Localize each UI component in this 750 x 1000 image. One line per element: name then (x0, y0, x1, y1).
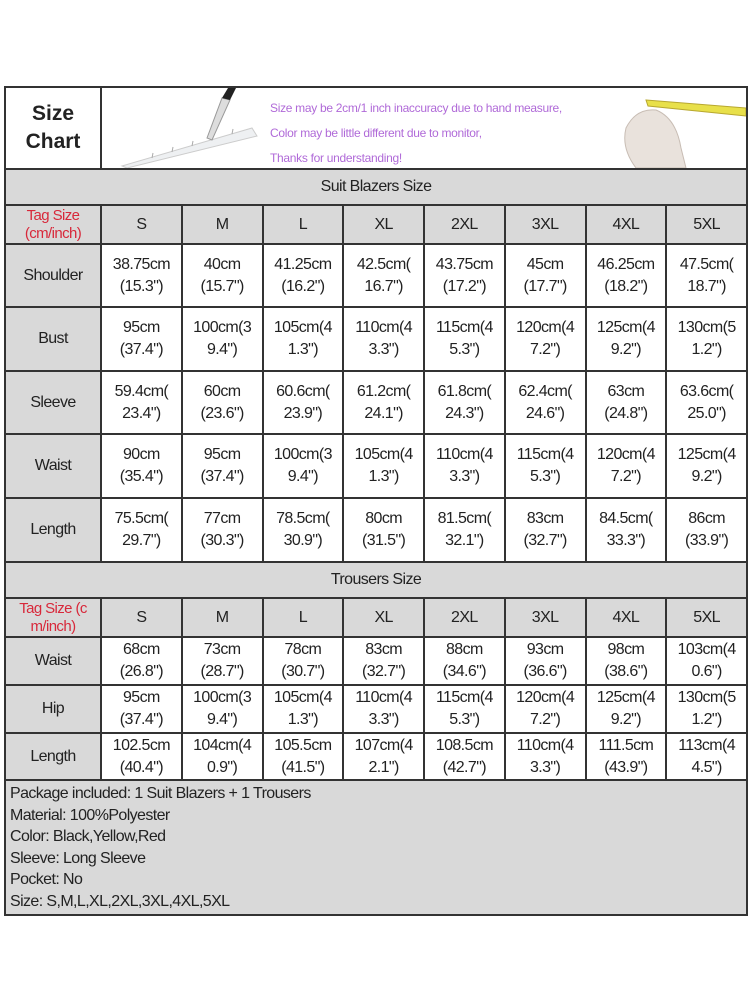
cell-line: 110cm(4 (355, 689, 413, 706)
cell-line: 0.6") (691, 663, 722, 680)
measurement-cell (263, 498, 344, 562)
measurement-cell (343, 637, 424, 685)
size-header-M: M (182, 598, 263, 637)
size-header-3XL: 3XL (505, 205, 586, 244)
cell-line: 30.9") (283, 532, 323, 549)
size-header-XL: XL (343, 205, 424, 244)
cell-line: 5.3") (529, 468, 561, 485)
cell-line: 7.2") (529, 341, 561, 358)
cell-line: 104cm(4 (193, 736, 252, 754)
measurement-cell (666, 244, 747, 307)
cell-line: 29.7") (122, 532, 161, 549)
cell-line: 110cm(4 (516, 736, 574, 754)
tag-size-label (5, 598, 101, 637)
cell-line: 111.5cm (598, 736, 654, 754)
measurement-cell (182, 498, 263, 562)
cell-line: 1.3") (287, 341, 318, 358)
measurement-cell (101, 371, 182, 434)
cell-line: 9.4") (206, 711, 238, 728)
size-chart-table (4, 86, 748, 916)
measurement-label: Bust (5, 307, 101, 371)
cell-line: 24.1") (364, 404, 403, 422)
cell-line: 25.0") (687, 404, 726, 422)
cell-line: 125cm(4 (677, 446, 736, 463)
cell-line: 105cm(4 (273, 319, 332, 336)
measurement-cell (101, 307, 182, 371)
trousers-section-title: Trousers Size (5, 562, 747, 598)
size-header-5XL: 5XL (666, 205, 747, 244)
measurement-cell (666, 733, 747, 780)
cell-line: 120cm(4 (516, 689, 575, 706)
cell-line: (42.7") (442, 758, 487, 776)
measurement-label: Length (5, 498, 101, 562)
cell-line: 105.5cm (274, 736, 332, 754)
cell-line: (18.2") (604, 277, 648, 295)
detail-line: Sleeve: Long Sleeve (10, 849, 146, 867)
measurement-cell (263, 434, 344, 498)
measurement-cell (263, 733, 344, 780)
trousers-row-length (5, 733, 747, 780)
cell-line: 80cm (365, 510, 402, 527)
cell-line: 3.3") (368, 711, 399, 728)
cell-line: 24.6") (525, 404, 565, 422)
cell-line: 46.25cm (597, 255, 655, 273)
trousers-size-header-row (5, 598, 747, 637)
cell-line: 88cm (446, 641, 483, 658)
cell-line: 2.1") (368, 758, 399, 776)
measurement-cell (343, 307, 424, 371)
blazers-section-title: Suit Blazers Size (5, 169, 747, 205)
cell-line: 130cm(5 (677, 319, 736, 336)
cell-line: 95cm (123, 689, 160, 706)
cell-line: (16.2") (281, 277, 325, 295)
cell-line: 83cm (526, 510, 564, 527)
cell-line: 1.2") (691, 711, 722, 728)
size-header-2XL: 2XL (424, 598, 505, 637)
cell-line: 24.3") (445, 404, 484, 422)
measurement-banner (101, 87, 747, 169)
measurement-label: Shoulder (5, 244, 101, 307)
measurement-notes (270, 96, 562, 169)
measurement-cell (182, 685, 263, 733)
cell-line: 59.4cm( (114, 382, 169, 400)
title-line: Chart (25, 130, 81, 153)
cell-line: 78cm (284, 641, 322, 658)
measurement-cell (343, 244, 424, 307)
cell-line: 68cm (123, 641, 160, 658)
cell-line: 1.2") (691, 341, 722, 358)
measurement-cell (666, 371, 747, 434)
measurement-cell (101, 685, 182, 733)
cell-line: 115cm(4 (435, 319, 493, 336)
cell-line: (15.7") (200, 277, 244, 295)
note-line: Color may be little different due to monitor, (270, 126, 482, 140)
cell-line: 7.2") (529, 711, 561, 728)
measurement-cell (343, 371, 424, 434)
cell-line: 32.1") (445, 532, 484, 549)
cell-line: (32.7") (361, 663, 406, 680)
measurement-cell (424, 434, 505, 498)
measurement-cell (586, 685, 667, 733)
cell-line: 7.2") (610, 468, 641, 485)
cell-line: 23.9") (283, 404, 323, 422)
cell-line: 125cm(4 (596, 319, 655, 336)
measurement-cell (182, 733, 263, 780)
cell-line: 81.5cm( (437, 510, 492, 527)
measurement-cell (505, 685, 586, 733)
measurement-cell (586, 371, 667, 434)
cell-line: (37.4") (200, 468, 244, 485)
cell-line: 0.9") (206, 758, 238, 776)
measurement-cell (101, 637, 182, 685)
cell-line: 9.4") (287, 468, 318, 485)
measurement-cell (666, 637, 747, 685)
cell-line: 95cm (203, 446, 241, 463)
cell-line: (43.9") (604, 758, 648, 776)
cell-line: 9.2") (610, 711, 641, 728)
cell-line: 78.5cm( (276, 510, 330, 527)
cell-line: 61.2cm( (356, 382, 411, 400)
size-header-S: S (101, 598, 182, 637)
measurement-cell (343, 733, 424, 780)
measurement-cell (101, 498, 182, 562)
cell-line: 1.3") (368, 468, 399, 485)
cell-line: 40cm (203, 255, 241, 273)
cell-line: (41.5") (281, 758, 325, 776)
cell-line: 100cm(3 (193, 319, 252, 336)
measurement-cell (586, 637, 667, 685)
cell-line: 86cm (688, 510, 725, 527)
cell-line: 4.5") (691, 758, 722, 776)
cell-line: 16.7") (364, 277, 403, 295)
measurement-cell (424, 685, 505, 733)
cell-line: 98cm (607, 641, 645, 658)
cell-line: (34.6") (442, 663, 487, 680)
tag-size-label (5, 205, 101, 244)
cell-line: 90cm (123, 446, 160, 463)
measurement-cell (505, 307, 586, 371)
measurement-cell (182, 371, 263, 434)
cell-line: 77cm (203, 510, 241, 527)
cell-line: 125cm(4 (596, 689, 655, 706)
cell-line: 23.4") (122, 404, 161, 422)
measurement-cell (505, 244, 586, 307)
detail-line: Pocket: No (10, 871, 83, 888)
measurement-cell (263, 637, 344, 685)
measurement-label: Sleeve (5, 371, 101, 434)
cell-line: 60cm (203, 382, 241, 400)
trousers-row-hip (5, 685, 747, 733)
cell-line: 93cm (526, 641, 564, 658)
measurement-cell (343, 434, 424, 498)
measurement-cell (666, 307, 747, 371)
size-header-3XL: 3XL (505, 598, 586, 637)
measurement-cell (586, 498, 667, 562)
measurement-cell (101, 733, 182, 780)
blazers-row-length (5, 498, 747, 562)
blazers-size-header-row (5, 205, 747, 244)
note-line: Thanks for understanding! (270, 151, 402, 165)
title-line: Size (31, 102, 75, 125)
measurement-label: Waist (5, 637, 101, 685)
cell-line: (26.8") (119, 663, 164, 680)
cell-line: 63cm (607, 382, 645, 400)
measurement-cell (424, 733, 505, 780)
cell-line: 3.3") (368, 341, 399, 358)
cell-line: (30.7") (281, 663, 325, 680)
cell-line: (35.4") (119, 468, 164, 485)
cell-line: 9.4") (206, 341, 238, 358)
measurement-cell (182, 307, 263, 371)
measurement-cell (263, 307, 344, 371)
measurement-cell (666, 434, 747, 498)
cell-line: (24.8") (604, 404, 648, 422)
cell-line: 62.4cm( (518, 382, 572, 400)
blazers-row-bust (5, 307, 747, 371)
cell-line: (23.6") (200, 404, 244, 422)
cell-line: 18.7") (687, 277, 726, 295)
cell-line: 42.5cm( (356, 255, 411, 273)
size-header-XL: XL (343, 598, 424, 637)
measurement-cell (424, 244, 505, 307)
measurement-cell (343, 498, 424, 562)
cell-line: 110cm(4 (435, 446, 493, 463)
cell-line: 120cm(4 (596, 446, 655, 463)
cell-line: 43.75cm (435, 255, 493, 273)
size-header-L: L (263, 205, 344, 244)
measurement-cell (586, 733, 667, 780)
measurement-cell (263, 371, 344, 434)
measurement-cell (424, 371, 505, 434)
cell-line: 115cm(4 (516, 446, 574, 463)
cell-line: (cm/inch) (24, 224, 82, 242)
cell-line: Tag Size (26, 206, 80, 224)
measurement-cell (666, 498, 747, 562)
size-header-2XL: 2XL (424, 205, 505, 244)
measurement-cell (182, 244, 263, 307)
cell-line: 60.6cm( (276, 382, 330, 400)
size-header-4XL: 4XL (586, 598, 667, 637)
cell-line: 5.3") (449, 341, 480, 358)
cell-line: (28.7") (200, 663, 244, 680)
measurement-cell (263, 244, 344, 307)
cell-line: 3.3") (449, 468, 480, 485)
measurement-cell (586, 307, 667, 371)
cell-line: 120cm(4 (516, 319, 575, 336)
measurement-cell (586, 434, 667, 498)
measurement-cell (424, 498, 505, 562)
size-header-M: M (182, 205, 263, 244)
cell-line: 61.8cm( (437, 382, 492, 400)
cell-line: 9.2") (691, 468, 722, 485)
measurement-label: Hip (5, 685, 101, 733)
detail-line: Package included: 1 Suit Blazers + 1 Trousers (10, 785, 311, 802)
cell-line: 105cm(4 (354, 446, 413, 463)
measurement-cell (424, 307, 505, 371)
blazers-row-waist (5, 434, 747, 498)
cell-line: 45cm (526, 255, 564, 273)
cell-line: 47.5cm( (679, 255, 734, 273)
blazers-section-title-row (5, 169, 747, 205)
product-details-row (5, 780, 747, 915)
detail-line: Size: S,M,L,XL,2XL,3XL,4XL,5XL (10, 892, 230, 910)
measurement-label: Waist (5, 434, 101, 498)
measurement-cell (101, 244, 182, 307)
cell-line: 9.2") (610, 341, 641, 358)
cell-line: 33.3") (606, 532, 646, 549)
cell-line: (37.4") (119, 341, 164, 358)
cell-line: (15.3") (119, 277, 164, 295)
cell-line: 103cm(4 (677, 641, 736, 658)
product-details (5, 780, 747, 915)
measurement-cell (505, 371, 586, 434)
measurement-cell (424, 637, 505, 685)
cell-line: (32.7") (523, 532, 567, 549)
trousers-section-title-row (5, 562, 747, 598)
measurement-cell (343, 685, 424, 733)
note-line: Size may be 2cm/1 inch inaccuracy due to hand measure, (270, 101, 562, 115)
detail-line: Material: 100%Polyester (10, 806, 170, 824)
cell-line: 73cm (203, 641, 241, 658)
size-chart (4, 86, 746, 916)
cell-line: 83cm (365, 641, 402, 658)
cell-line: 100cm(3 (193, 689, 252, 706)
cell-line: (17.7") (523, 277, 567, 295)
cell-line: 115cm(4 (435, 689, 493, 706)
cell-line: 130cm(5 (677, 689, 736, 706)
size-header-5XL: 5XL (666, 598, 747, 637)
cell-line: 95cm (123, 319, 160, 336)
cell-line: 108.5cm (435, 736, 493, 754)
cell-line: m/inch) (30, 617, 76, 635)
pencil-ruler-icon (112, 88, 262, 168)
cell-line: 100cm(3 (273, 446, 332, 463)
size-header-L: L (263, 598, 344, 637)
measurement-label: Length (5, 733, 101, 780)
cell-line: 84.5cm( (599, 510, 653, 527)
cell-line: 110cm(4 (355, 319, 413, 336)
blazers-row-shoulder (5, 244, 747, 307)
cell-line: (37.4") (119, 711, 164, 728)
cell-line: 41.25cm (274, 255, 332, 273)
measurement-cell (586, 244, 667, 307)
tape-measure-hand-icon (606, 88, 746, 168)
measurement-cell (182, 434, 263, 498)
cell-line: (30.3") (200, 532, 244, 549)
cell-line: 1.3") (287, 711, 318, 728)
cell-line: 5.3") (449, 711, 480, 728)
cell-line: 75.5cm( (114, 510, 169, 527)
cell-line: Tag Size (c (19, 599, 87, 617)
cell-line: (33.9") (684, 532, 729, 549)
size-chart-title (5, 87, 101, 169)
size-header-S: S (101, 205, 182, 244)
cell-line: 113cm(4 (678, 736, 736, 754)
size-header-4XL: 4XL (586, 205, 667, 244)
cell-line: 38.75cm (112, 255, 170, 273)
cell-line: 105cm(4 (273, 689, 332, 706)
chart-header-row (5, 87, 747, 169)
measurement-cell (505, 498, 586, 562)
measurement-cell (101, 434, 182, 498)
cell-line: 63.6cm( (679, 382, 734, 400)
cell-line: 102.5cm (112, 736, 170, 754)
measurement-cell (505, 434, 586, 498)
measurement-cell (182, 637, 263, 685)
measurement-cell (505, 637, 586, 685)
cell-line: (40.4") (119, 758, 164, 776)
measurement-cell (263, 685, 344, 733)
cell-line: (17.2") (442, 277, 487, 295)
measurement-cell (505, 733, 586, 780)
cell-line: (31.5") (361, 532, 406, 549)
cell-line: (36.6") (523, 663, 567, 680)
cell-line: (38.6") (604, 663, 648, 680)
detail-line: Color: Black,Yellow,Red (10, 828, 166, 845)
measurement-cell (666, 685, 747, 733)
blazers-row-sleeve (5, 371, 747, 434)
cell-line: 3.3") (529, 758, 561, 776)
trousers-row-waist (5, 637, 747, 685)
cell-line: 107cm(4 (354, 736, 413, 754)
